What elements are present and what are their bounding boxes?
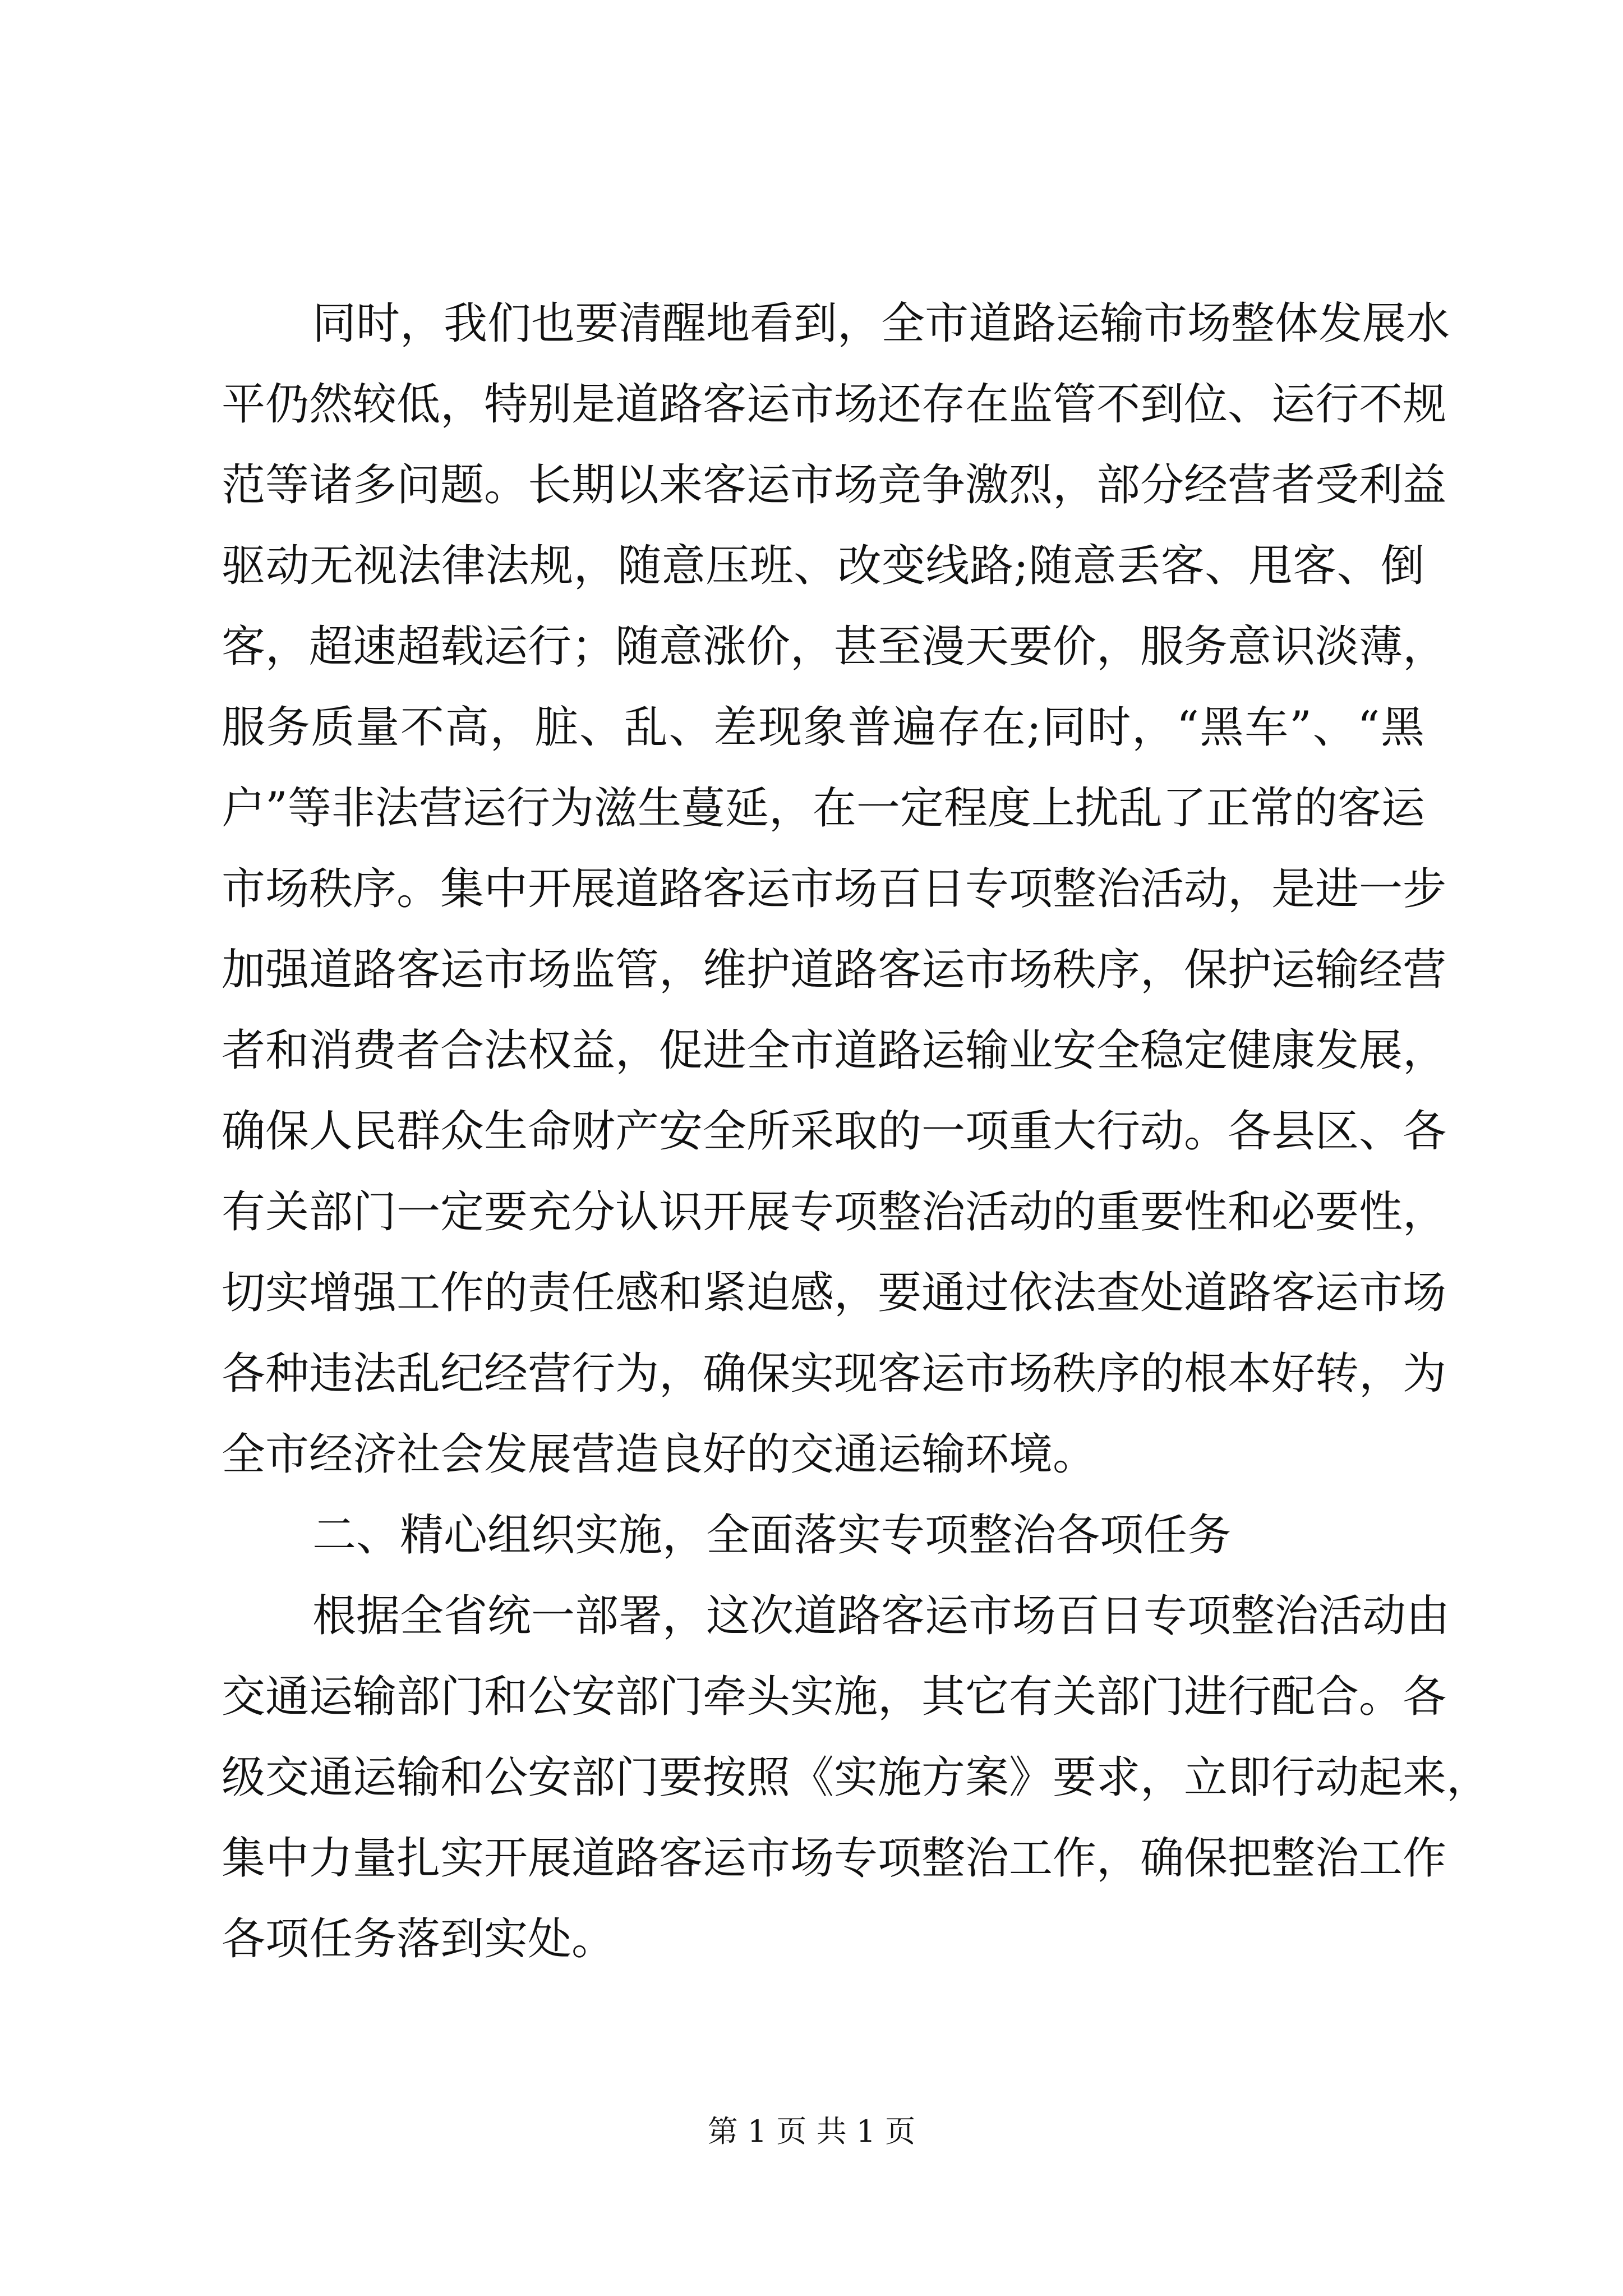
paragraph-1-line-2: 平仍然较低，特别是道路客运市场还存在监管不到位、运行不规 — [222, 379, 1447, 430]
paragraph-2-line-3: 级交通运输和公安部门要按照《实施方案》要求，立即行动起来， — [222, 1752, 1491, 1803]
paragraph-1-line-7: 户”等非法营运行为滋生蔓延，在一定程度上扰乱了正常的客运 — [222, 783, 1425, 834]
paragraph-2-line-4: 集中力量扎实开展道路客运市场专项整治工作，确保把整治工作 — [222, 1833, 1447, 1884]
paragraph-1-line-8: 市场秩序。集中开展道路客运市场百日专项整治活动，是进一步 — [222, 864, 1447, 914]
section-heading: 二、精心组织实施，全面落实专项整治各项任务 — [312, 1510, 1232, 1561]
paragraph-1-line-14: 各种违法乱纪经营行为，确保实现客运市场秩序的根本好转，为 — [222, 1349, 1447, 1399]
paragraph-1-line-10: 者和消费者合法权益，促进全市道路运输业安全稳定健康发展， — [222, 1025, 1447, 1076]
paragraph-1-line-5: 客，超速超载运行；随意涨价，甚至漫天要价，服务意识淡薄， — [222, 622, 1447, 672]
paragraph-2-line-1: 根据全省统一部署，这次道路客运市场百日专项整治活动由 — [312, 1591, 1450, 1641]
paragraph-1-line-3: 范等诸多问题。长期以来客运市场竞争激烈，部分经营者受利益 — [222, 460, 1447, 510]
paragraph-1-line-13: 切实增强工作的责任感和紧迫感，要通过依法查处道路客运市场 — [222, 1268, 1447, 1318]
paragraph-1-line-9: 加强道路客运市场监管，维护道路客运市场秩序，保护运输经营 — [222, 945, 1447, 995]
paragraph-1-line-15: 全市经济社会发展营造良好的交通运输环境。 — [222, 1429, 1097, 1480]
paragraph-1-line-1: 同时，我们也要清醒地看到，全市道路运输市场整体发展水 — [312, 298, 1450, 349]
document-body — [222, 283, 1491, 1980]
paragraph-1-line-12: 有关部门一定要充分认识开展专项整治活动的重要性和必要性， — [222, 1187, 1447, 1237]
paragraph-2-line-5: 各项任务落到实处。 — [222, 1914, 616, 1964]
page-footer — [0, 2109, 1623, 2154]
paragraph-1-line-6: 服务质量不高，脏、乱、差现象普遍存在;同时，“黑车”、“黑 — [222, 702, 1424, 753]
paragraph-1-line-4: 驱动无视法律法规，随意压班、改变线路;随意丢客、甩客、倒 — [222, 541, 1424, 591]
paragraph-2-line-2: 交通运输部门和公安部门牵头实施，其它有关部门进行配合。各 — [222, 1672, 1447, 1722]
page-number-label: 第 1 页 共 1 页 — [707, 2114, 916, 2149]
paragraph-1-line-11: 确保人民群众生命财产安全所采取的一项重大行动。各县区、各 — [222, 1106, 1447, 1157]
